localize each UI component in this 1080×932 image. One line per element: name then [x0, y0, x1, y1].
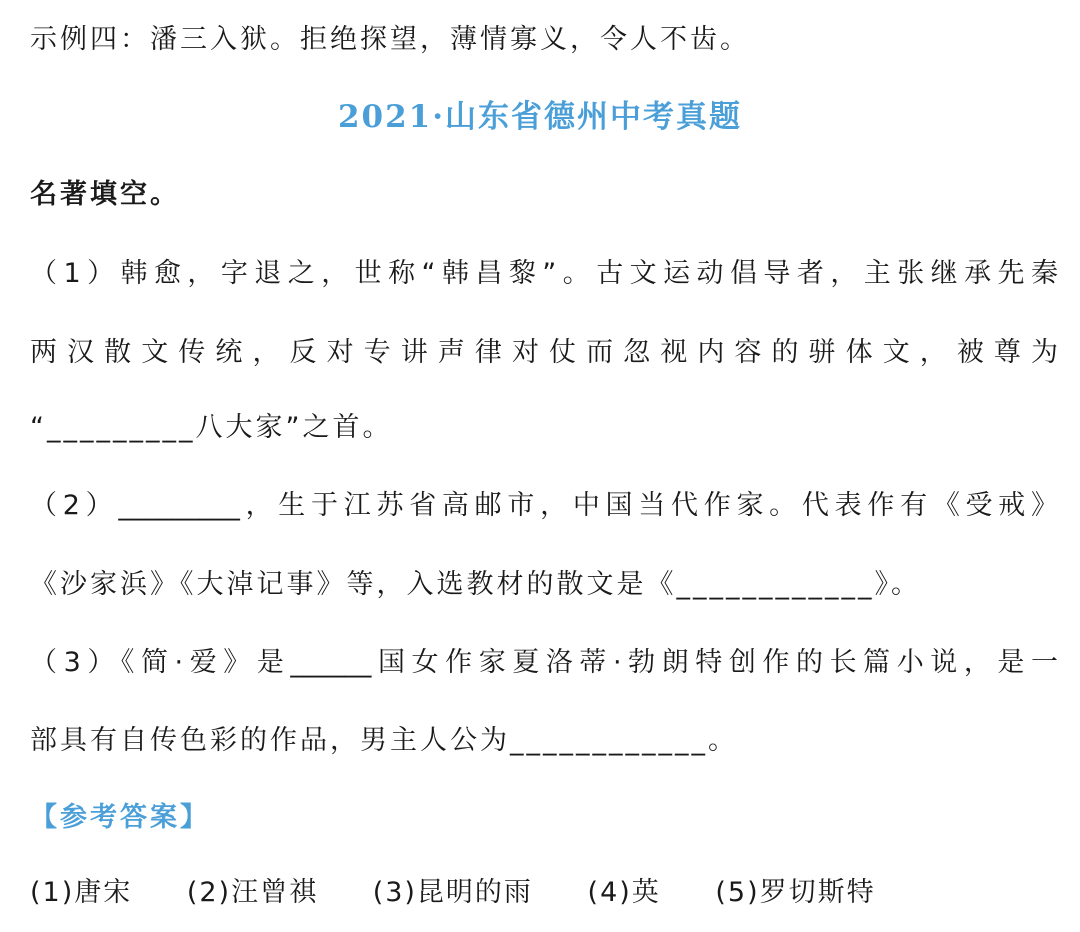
question-1-line-2: 两汉散文传统，反对专讲声律对仗而忽视内容的骈体文，被尊为: [30, 337, 1058, 368]
question-1-line-1: （1）韩愈，字退之，世称“韩昌黎”。古文运动倡导者，主张继承先秦: [30, 258, 1058, 289]
example-four-line: 示例四：潘三入狱。拒绝探望，薄情寡义，令人不齿。: [30, 24, 750, 55]
answer-item-3: (3)昆明的雨: [372, 877, 533, 908]
answer-header: 【参考答案】: [30, 802, 210, 833]
section-heading: 名著填空。: [30, 179, 180, 210]
answer-item-5: (5)罗切斯特: [715, 877, 876, 908]
question-3-line-1: （3）《简·爱》是______国女作家夏洛蒂·勃朗特创作的长篇小说，是一: [30, 647, 1058, 678]
question-3-line-2: 部具有自传色彩的作品，男主人公为____________。: [30, 725, 738, 756]
answer-item-2: (2)汪曾祺: [186, 877, 319, 908]
question-2-line-1: （2）_________，生于江苏省高邮市，中国当代作家。代表作有《受戒》: [30, 490, 1058, 521]
question-1-line-3: “_________八大家”之首。: [30, 412, 393, 443]
answer-item-1: (1)唐宋: [30, 877, 133, 908]
page-title: 2021·山东省德州中考真题: [337, 99, 743, 135]
answer-item-4: (4)英: [587, 877, 661, 908]
answers-row: [30, 875, 1058, 911]
question-2-line-2: 《沙家浜》《大淖记事》等，入选教材的散文是《____________》。: [30, 569, 921, 600]
